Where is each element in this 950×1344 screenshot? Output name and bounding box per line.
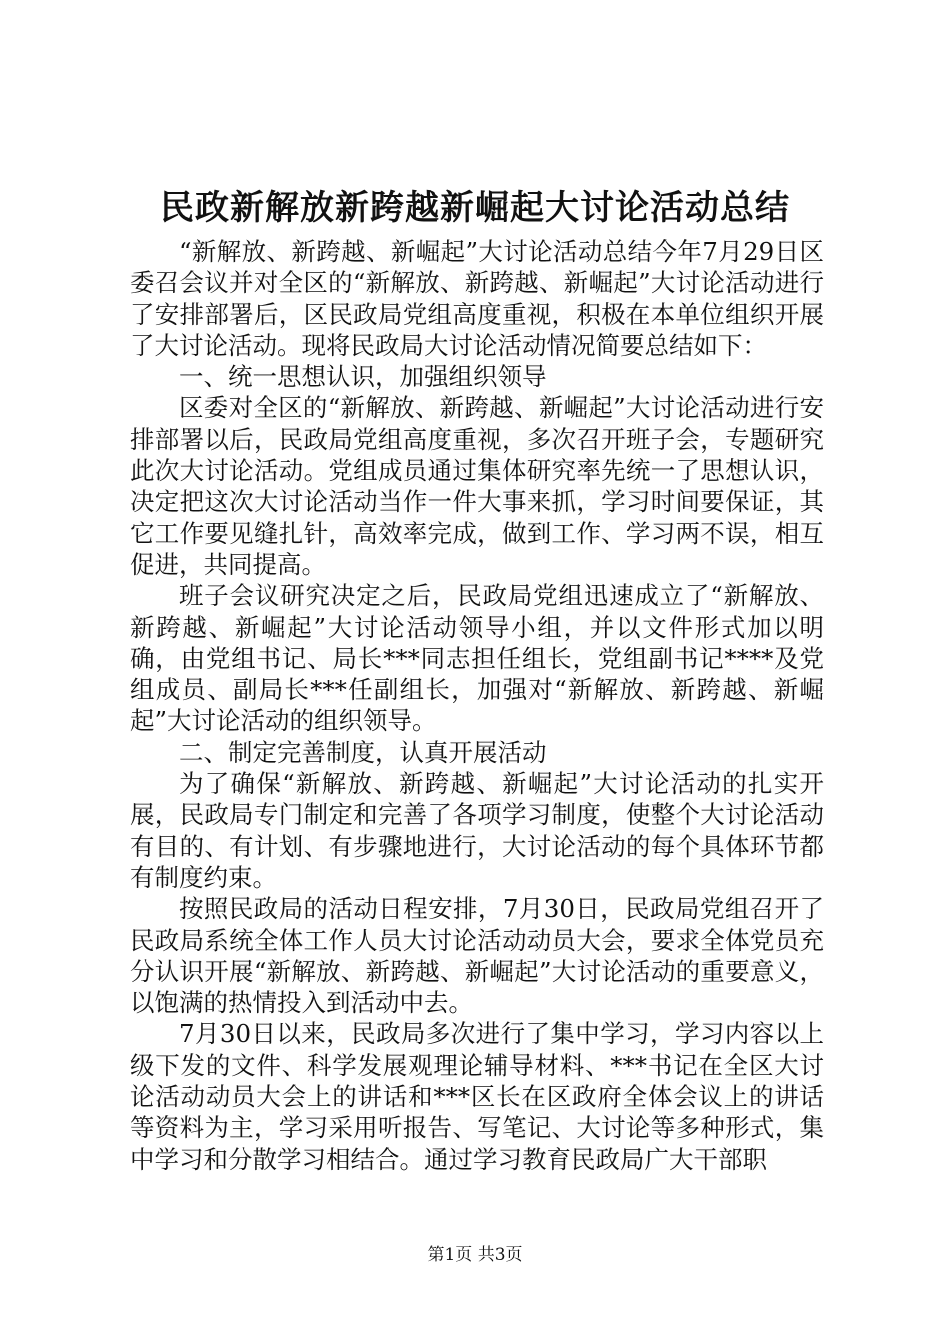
section-heading-1: 一、统一思想认识，加强组织领导 bbox=[179, 362, 547, 392]
document-body bbox=[130, 236, 824, 1175]
document-title: 民政新解放新跨越新崛起大讨论活动总结 bbox=[160, 188, 790, 228]
page-number-footer: 第1页 共3页 bbox=[427, 1245, 523, 1265]
paragraph: 班子会议研究决定之后，民政局党组迅速成立了“新解放、新跨越、新崛起”大讨论活动领导小组，并以文件形式加以明确，由党组书记、局长***同志担任组长，党组副书记****及党组成员、副局长***任副组长，加强对“新解放、新跨越、新崛起”大讨论活动的组织领导。 bbox=[130, 581, 824, 736]
section-heading-2: 二、制定完善制度，认真开展活动 bbox=[179, 737, 547, 767]
paragraph-intro: “新解放、新跨越、新崛起”大讨论活动总结今年7月29日区委召会议并对全区的“新解放、新跨越、新崛起”大讨论活动进行了安排部署后，区民政局党组高度重视，积极在本单位组织开展了大讨论活动。现将民政局大讨论活动情况简要总结如下： bbox=[130, 237, 824, 360]
paragraph: 7月30日以来，民政局多次进行了集中学习，学习内容以上级下发的文件、科学发展观理论辅导材料、***书记在全区大讨论活动动员大会上的讲话和***区长在区政府全体会议上的讲话等资料为主，学习采用听报告、写笔记、大讨论等多种形式，集中学习和分散学习相结合。通过学习教育民政局广大干部职 bbox=[130, 1019, 824, 1174]
paragraph: 为了确保“新解放、新跨越、新崛起”大讨论活动的扎实开展，民政局专门制定和完善了各项学习制度，使整个大讨论活动有目的、有计划、有步骤地进行，大讨论活动的每个具体环节都有制度约束。 bbox=[130, 769, 824, 892]
paragraph: 按照民政局的活动日程安排，7月30日，民政局党组召开了民政局系统全体工作人员大讨论活动动员大会，要求全体党员充分认识开展“新解放、新跨越、新崛起”大讨论活动的重要意义，以饱满的热情投入到活动中去。 bbox=[130, 894, 824, 1018]
paragraph: 区委对全区的“新解放、新跨越、新崛起”大讨论活动进行安排部署以后，民政局党组高度重视，多次召开班子会，专题研究此次大讨论活动。党组成员通过集体研究率先统一了思想认识，决定把这次大讨论活动当作一件大事来抓，学习时间要保证，其它工作要见缝扎针，高效率完成，做到工作、学习两不误，相互促进，共同提高。 bbox=[130, 393, 824, 579]
